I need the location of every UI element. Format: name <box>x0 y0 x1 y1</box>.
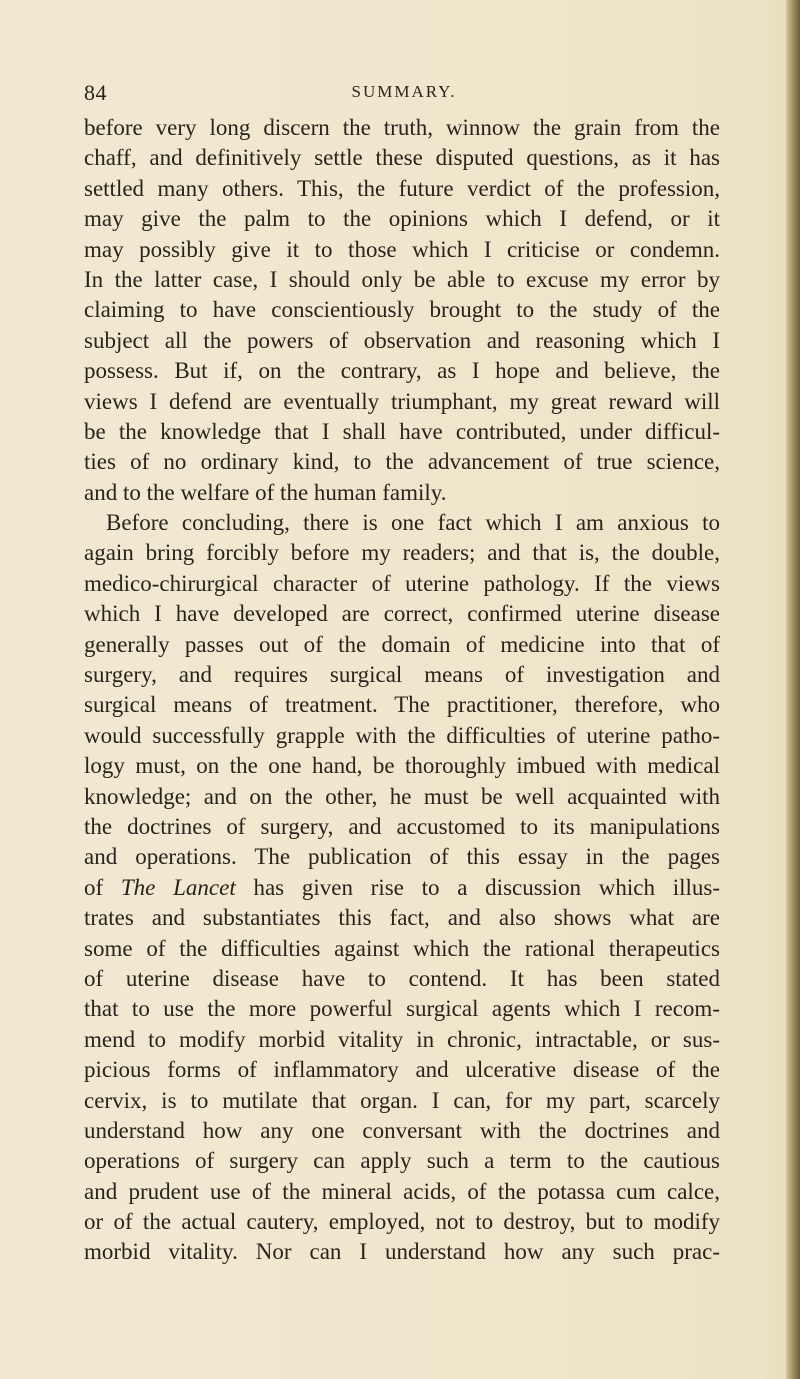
text-line: knowledge; and on the other, he must be well acquainted with <box>84 783 720 809</box>
text-line: that to use the more powerful surgical agents which I recom- <box>84 996 720 1022</box>
running-head: SUMMARY. <box>351 82 457 101</box>
paragraph-end-line: and to the welfare of the human family. <box>84 479 447 505</box>
text-line: medico-chirurgical character of uterine pathology. If the views <box>84 570 720 596</box>
text-line: cervix, is to mutilate that organ. I can, for my part, scarcely <box>84 1087 720 1113</box>
text-line: generally passes out of the domain of medicine into that of <box>84 631 720 657</box>
text-line: In the latter case, I should only be able to excuse my error by <box>84 266 720 292</box>
text-line: picious forms of inflammatory and ulcerative disease of the <box>84 1057 720 1083</box>
text-line: surgical means of treatment. The practitioner, therefore, who <box>84 692 720 718</box>
text-line: logy must, on the one hand, be thoroughly imbued with medical <box>84 753 720 779</box>
text-line: morbid vitality. Nor can I understand how any such prac- <box>84 1239 720 1265</box>
text-line: settled many others. This, the future verdict of the profession, <box>84 175 720 201</box>
page-number: 84 <box>84 80 107 105</box>
text-line: trates and substantiates this fact, and also shows what are <box>84 905 720 931</box>
text-line: and operations. The publication of this essay in the pages <box>84 844 720 870</box>
journal-title: The Lancet <box>120 874 236 900</box>
text-line: of uterine disease have to contend. It has been stated <box>84 965 720 991</box>
text-line: some of the difficulties against which the rational therapeutics <box>84 935 720 961</box>
text-line: may give the palm to the opinions which I defend, or it <box>84 206 720 232</box>
text-line: understand how any one conversant with the doctrines and <box>84 1117 720 1143</box>
text-line: again bring forcibly before my readers; and that is, the double, <box>84 540 720 566</box>
text-line: chaff, and definitively settle these disputed questions, as it has <box>84 145 720 171</box>
paragraph-start-line: Before concluding, there is one fact which I am anxious to <box>106 510 720 536</box>
text-line: which I have developed are correct, confirmed uterine disease <box>84 601 720 627</box>
text-line: subject all the powers of observation and reasoning which I <box>84 327 720 353</box>
text-line: may possibly give it to those which I criticise or condemn. <box>84 236 720 262</box>
text-line: claiming to have conscientiously brought to the study of the <box>84 297 720 323</box>
page-header <box>84 80 724 106</box>
text-line: of The Lancet has given rise to a discussion which illus- <box>84 874 720 900</box>
text-line: before very long discern the truth, winnow the grain from the <box>84 115 720 140</box>
text-line: be the knowledge that I shall have contributed, under difficul- <box>84 418 720 444</box>
text-line: ties of no ordinary kind, to the advancement of true science, <box>84 449 720 475</box>
text-line: operations of surgery can apply such a term to the cautious <box>84 1148 720 1174</box>
text-line: and prudent use of the mineral acids, of the potassa cum calce, <box>84 1178 720 1204</box>
text-line: views I defend are eventually triumphant, my great reward will <box>84 388 720 414</box>
page-edge <box>786 0 800 1379</box>
text-line: the doctrines of surgery, and accustomed to its manipulations <box>84 813 720 839</box>
text-line: possess. But if, on the contrary, as I hope and believe, the <box>84 358 720 384</box>
text-line: surgery, and requires surgical means of investigation and <box>84 662 720 688</box>
text-line: mend to modify morbid vitality in chronic, intractable, or sus- <box>84 1026 720 1052</box>
text-line: or of the actual cautery, employed, not to destroy, but to modify <box>84 1209 720 1235</box>
body-text <box>84 113 720 1268</box>
text-line: would successfully grapple with the difficulties of uterine patho- <box>84 722 720 748</box>
